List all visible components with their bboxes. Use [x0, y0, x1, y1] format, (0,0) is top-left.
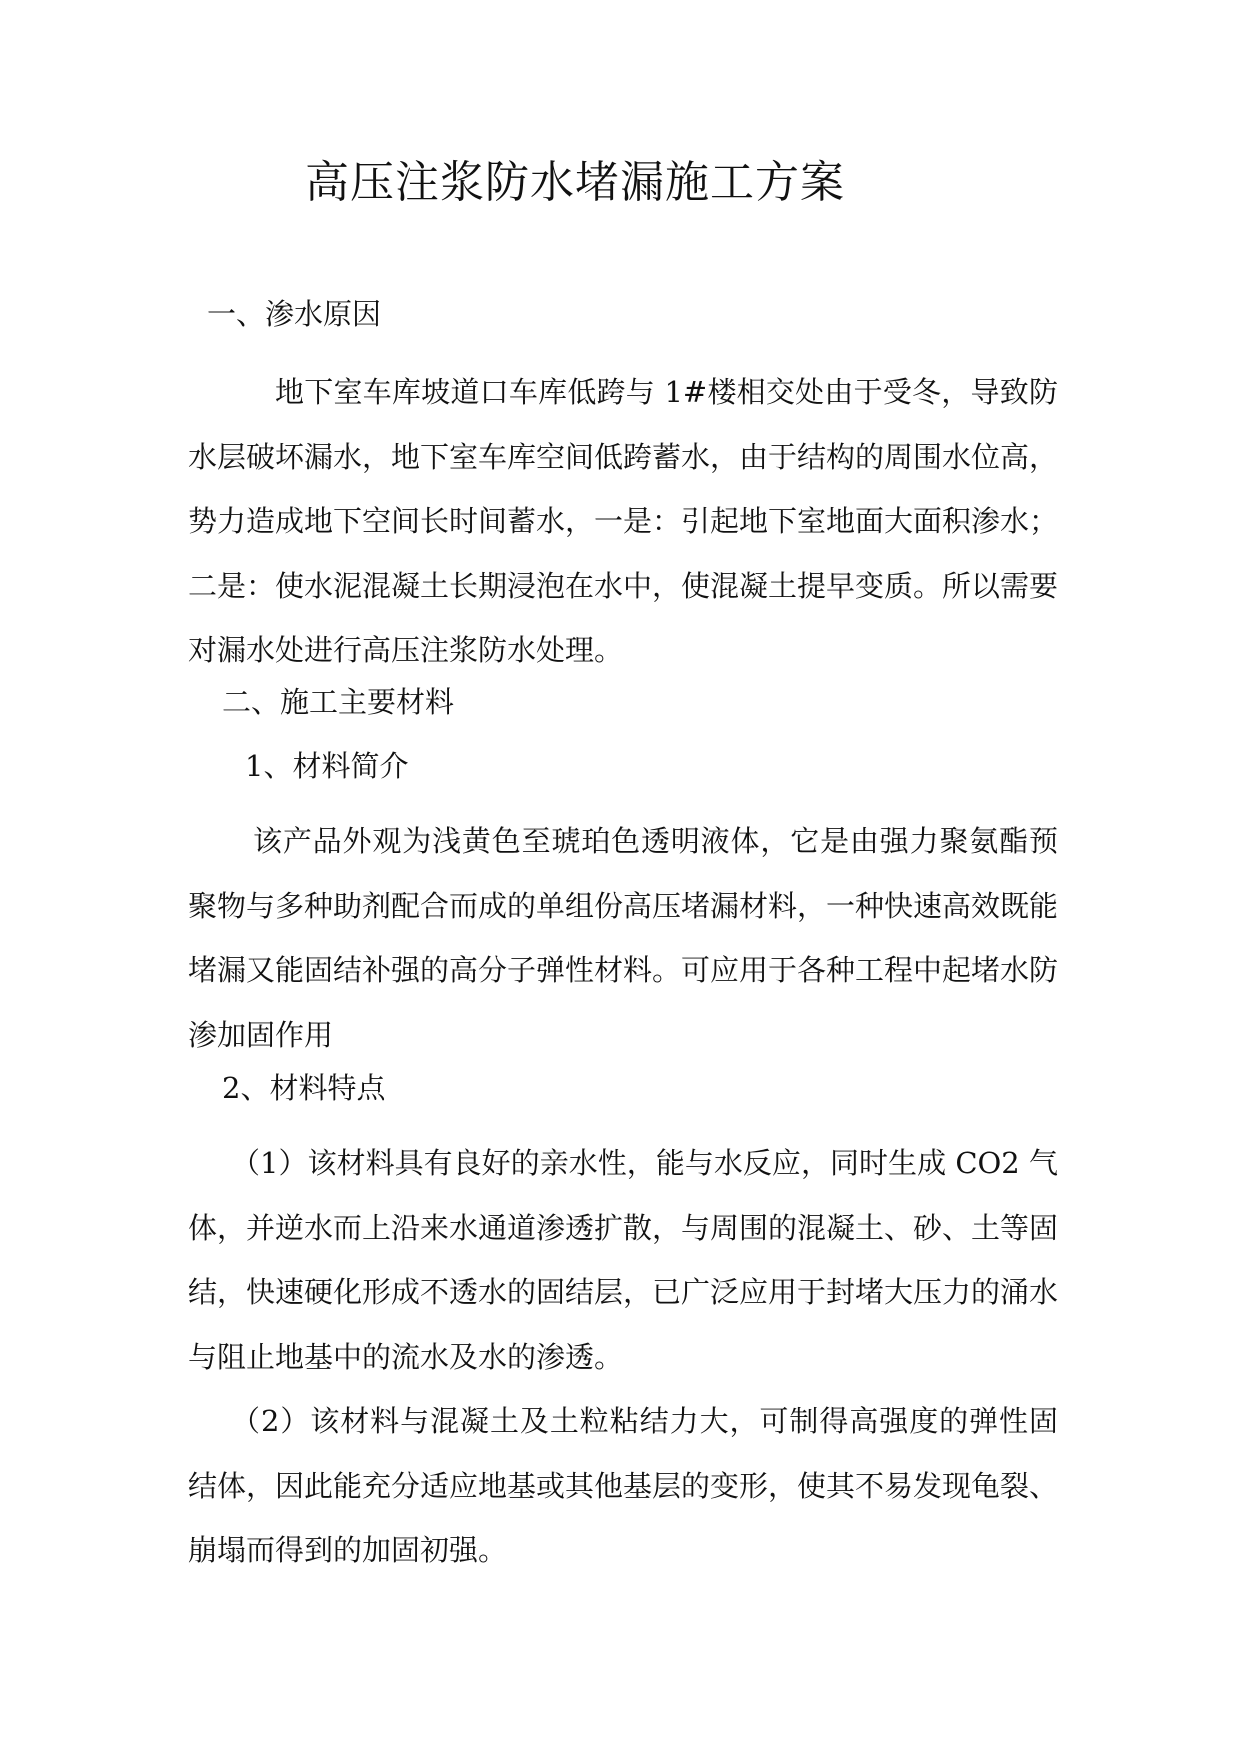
paragraph-feature-2: （2）该材料与混凝土及土粒粘结力大，可制得高强度的弹性固结体，因此能充分适应地基或其他基层的变形，使其不易发现龟裂、崩塌而得到的加固初强。 [188, 1404, 1059, 1567]
section-heading-seepage-cause: 一、渗水原因 [207, 297, 382, 331]
paragraph-feature-1: （1）该材料具有良好的亲水性，能与水反应，同时生成 CO2 气体，并逆水而上沿来水通道渗透扩散，与周围的混凝土、砂、土等固结，快速硬化形成不透水的固结层，已广泛应用于封堵大压力的涌水与阻止地基中的流水及水的渗透。 [188, 1146, 1059, 1374]
paragraph-material-intro: 该产品外观为浅黄色至琥珀色透明液体，它是由强力聚氨酯预聚物与多种助剂配合而成的单组份高压堵漏材料，一种快速高效既能堵漏又能固结补强的高分子弹性材料。可应用于各种工程中起堵水防渗加固作用 [188, 824, 1059, 1052]
paragraph-seepage-cause: 地下室车库坡道口车库低跨与 1#楼相交处由于受冬，导致防水层破坏漏水，地下室车库空间低跨蓄水，由于结构的周围水位高，势力造成地下空间长时间蓄水，一是：引起地下室地面大面积渗水；二是：使水泥混凝土长期浸泡在水中，使混凝土提早变质。所以需要对漏水处进行高压注浆防水处理。 [188, 375, 1059, 667]
section-heading-main-materials: 二、施工主要材料 [222, 685, 455, 719]
subheading-material-intro: 1、材料简介 [245, 749, 409, 783]
subheading-material-features: 2、材料特点 [222, 1071, 386, 1105]
document-title: 高压注浆防水堵漏施工方案 [305, 157, 845, 208]
